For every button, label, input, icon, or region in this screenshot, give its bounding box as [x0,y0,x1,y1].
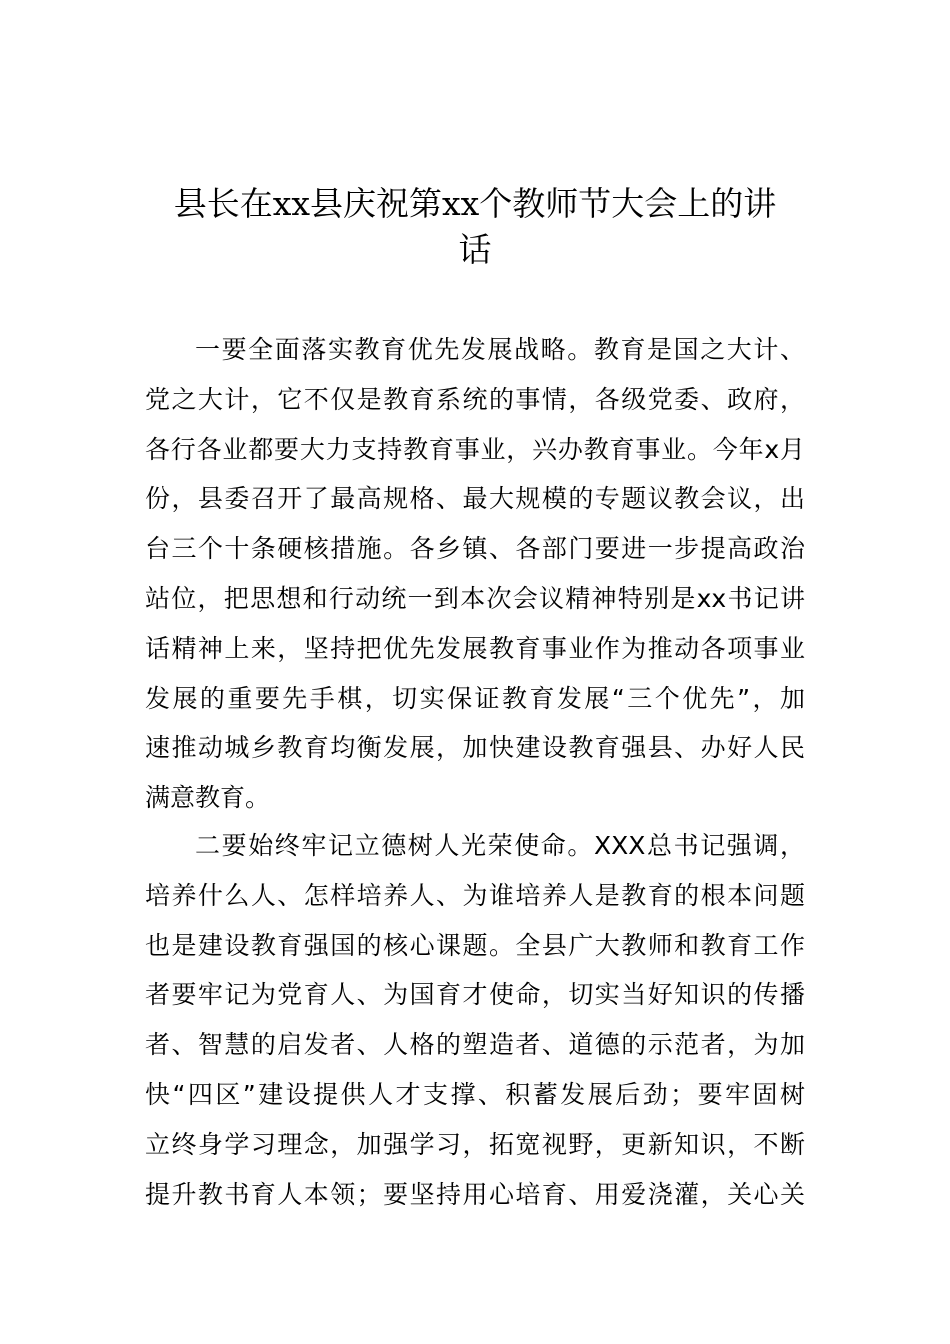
paragraph-2-line: 者要牢记为党育人、为国育才使命，切实当好知识的传播 [145,980,805,1010]
paragraph-1-line: 台三个十条硬核措施。各乡镇、各部门要进一步提高政治 [145,534,805,564]
paragraph-2-line: 培养什么人、怎样培养人、为谁培养人是教育的根本问题 [145,880,805,910]
paragraph-1-line: 党之大计，它不仅是教育系统的事情，各级党委、政府， [145,384,805,414]
paragraph-1-line: 一要全面落实教育优先发展战略。教育是国之大计、 [195,335,805,364]
paragraph-2-line: 二要始终牢记立德树人光荣使命。XXX总书记强调， [195,831,805,860]
paragraph-2-line: 提升教书育人本领；要坚持用心培育、用爱浇灌，关心关 [145,1179,805,1209]
paragraph-2-line: 快“四区”建设提供人才支撑、积蓄发展后劲；要牢固树 [145,1080,805,1109]
paragraph-1-line: 站位，把思想和行动统一到本次会议精神特别是xx书记讲 [145,584,805,613]
paragraph-1-line: 份，县委召开了最高规格、最大规模的专题议教会议，出 [145,484,805,514]
paragraph-1-line: 速推动城乡教育均衡发展，加快建设教育强县、办好人民 [145,733,805,763]
paragraph-2-line: 也是建设教育强国的核心课题。全县广大教师和教育工作 [145,930,805,960]
paragraph-1-line: 满意教育。 [145,783,271,813]
paragraph-1-line: 发展的重要先手棋，切实保证教育发展“三个优先”，加 [145,683,805,713]
document-title-line-2: 话 [458,230,492,269]
document-title-line-1: 县长在xx县庆祝第xx个教师节大会上的讲 [173,184,777,223]
paragraph-1-line: 各行各业都要大力支持教育事业，兴办教育事业。今年x月 [145,434,805,464]
paragraph-2-line: 立终身学习理念，加强学习，拓宽视野，更新知识，不断 [145,1129,805,1159]
paragraph-1-line: 话精神上来，坚持把优先发展教育事业作为推动各项事业 [145,633,805,663]
paragraph-2-line: 者、智慧的启发者、人格的塑造者、道德的示范者，为加 [145,1030,805,1060]
